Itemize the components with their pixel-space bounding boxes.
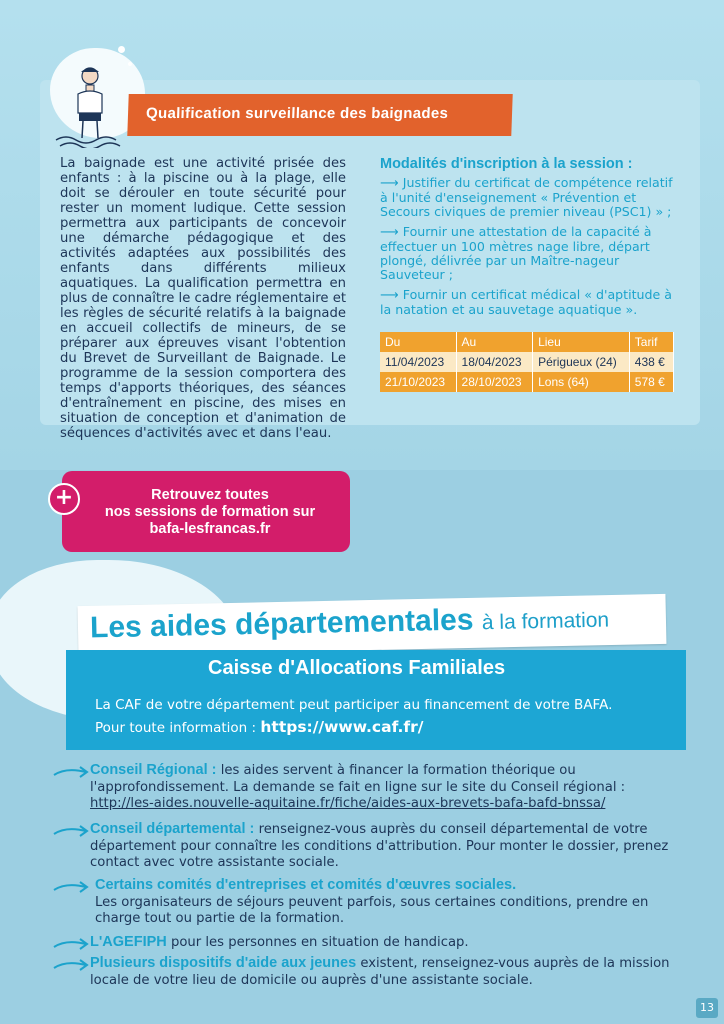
aide-label: Plusieurs dispositifs d'aide aux jeunes xyxy=(90,955,357,971)
aides-title-main: Les aides départementales xyxy=(89,603,474,645)
cell-tarif: 578 € xyxy=(629,372,673,392)
caf-info-prefix: Pour toute information : xyxy=(95,720,261,736)
list-item xyxy=(380,288,680,317)
caf-description: La CAF de votre département peut participer au financement de votre BAFA. xyxy=(95,697,613,713)
cell-lieu: Lons (64) xyxy=(533,372,630,392)
list-item xyxy=(380,176,680,219)
cta-line-1: Retrouvez toutes xyxy=(151,487,269,503)
aide-text: Les organisateurs de séjours peuvent parfois, sous certaines conditions, prendre en charge tout ou partie de la formation. xyxy=(95,894,649,926)
arrow-icon xyxy=(52,937,90,951)
header-lieu: Lieu xyxy=(533,332,630,352)
inscription-title: Modalités d'inscription à la session : xyxy=(380,156,633,172)
header-au: Au xyxy=(456,332,533,352)
lifeguard-icon xyxy=(50,58,130,148)
cell-du: 21/10/2023 xyxy=(380,372,456,392)
aide-label: Conseil Régional : xyxy=(90,762,217,778)
inscription-item-1: Justifier du certificat de compétence relatif à l'unité d'enseignement « Prévention et Secours civiques de premier niveau (PSC1) » ; xyxy=(380,175,673,219)
bubble-decoration xyxy=(118,46,125,53)
qualification-title-banner xyxy=(127,94,512,136)
inscription-item-2: Fournir une attestation de la capacité à effectuer un 100 mètres nage libre, départ plongé, délivrée par un Maître-nageur Sauveteur ; xyxy=(380,224,652,282)
arrow-icon: ⟶ xyxy=(380,288,403,303)
plus-icon: + xyxy=(48,483,80,515)
caf-title: Caisse d'Allocations Familiales xyxy=(208,657,506,679)
page-number: 13 xyxy=(696,998,718,1018)
table-row xyxy=(380,372,674,392)
cell-du: 11/04/2023 xyxy=(380,352,456,372)
cell-au: 28/10/2023 xyxy=(456,372,533,392)
arrow-icon xyxy=(52,958,90,972)
aide-label: Certains comités d'entreprises et comités d'œuvres sociales. xyxy=(95,877,517,893)
aide-conseil-regional xyxy=(90,762,675,813)
conseil-regional-link[interactable]: http://les-aides.nouvelle-aquitaine.fr/fiche/aides-aux-brevets-bafa-bafd-bnssa/ xyxy=(90,796,606,811)
arrow-icon xyxy=(52,824,90,838)
aide-label: L'AGEFIPH xyxy=(90,934,167,950)
header-du: Du xyxy=(380,332,456,352)
qualification-title: Qualification surveillance des baignades xyxy=(145,105,449,122)
arrow-icon xyxy=(52,880,90,894)
aide-dispositifs-jeunes xyxy=(90,955,675,989)
arrow-icon xyxy=(52,765,90,779)
aides-title-sub: à la formation xyxy=(481,608,610,635)
aide-text: pour les personnes en situation de handicap. xyxy=(166,935,469,950)
aide-label: Conseil départemental : xyxy=(90,821,255,837)
cell-tarif: 438 € xyxy=(629,352,673,372)
table-header-row xyxy=(380,332,674,352)
arrow-icon: ⟶ xyxy=(380,225,403,240)
aide-text: renseignez-vous auprès du conseil départemental de votre département pour connaître les conditions d'attribution. Pour monter le dossier, prenez contact avec votre assistante sociale. xyxy=(90,822,669,870)
header-tarif: Tarif xyxy=(629,332,673,352)
qualification-description: La baignade est une activité prisée des enfants : à la piscine ou à la plage, elle doit se dérouler en toute sécurité pour rester un moment ludique. Cette session permettra aux participants de concevoir une démarche pédagogique et des activités adaptées aux possibilités des enfants dans différents milieux aquatiques. La qualification permettra en plus de connaître le cadre réglementaire et les règles de sécurité relatifs à la baignade en accueil collectifs de mineurs, de se préparer aux épreuves visant l'obtention du Brevet de Surveillant de Baignade. Le programme de la session comportera des temps d'apports théoriques, des séances d'entraînement en piscine, des mises en situation de conception et d'animation de séquences d'activités avec et dans l'eau. xyxy=(60,156,346,441)
aide-agefiph xyxy=(90,934,675,952)
table-row xyxy=(380,352,674,372)
aide-text: existent, renseignez-vous auprès de la mission locale de votre lieu de domicile ou auprès d'une assistante sociale. xyxy=(90,956,670,988)
cell-lieu: Périgueux (24) xyxy=(533,352,630,372)
cta-line-2: nos sessions de formation sur xyxy=(104,504,316,520)
cell-au: 18/04/2023 xyxy=(456,352,533,372)
aide-comites xyxy=(95,877,680,928)
cta-text[interactable] xyxy=(70,487,350,538)
inscription-section xyxy=(380,156,680,323)
list-item xyxy=(380,225,680,282)
caf-link[interactable]: https://www.caf.fr/ xyxy=(260,718,424,736)
aide-conseil-departemental xyxy=(90,821,675,872)
aide-text: les aides servent à financer la formation théorique ou l'approfondissement. La demande se fait en ligne sur le site du Conseil régional : xyxy=(90,763,626,795)
inscription-item-3: Fournir un certificat médical « d'aptitude à la natation et au sauvetage aquatique ». xyxy=(380,287,672,317)
caf-info xyxy=(95,718,423,736)
arrow-icon: ⟶ xyxy=(380,176,403,191)
sessions-table xyxy=(380,332,674,392)
cta-link[interactable]: bafa-lesfrancas.fr xyxy=(149,521,271,537)
